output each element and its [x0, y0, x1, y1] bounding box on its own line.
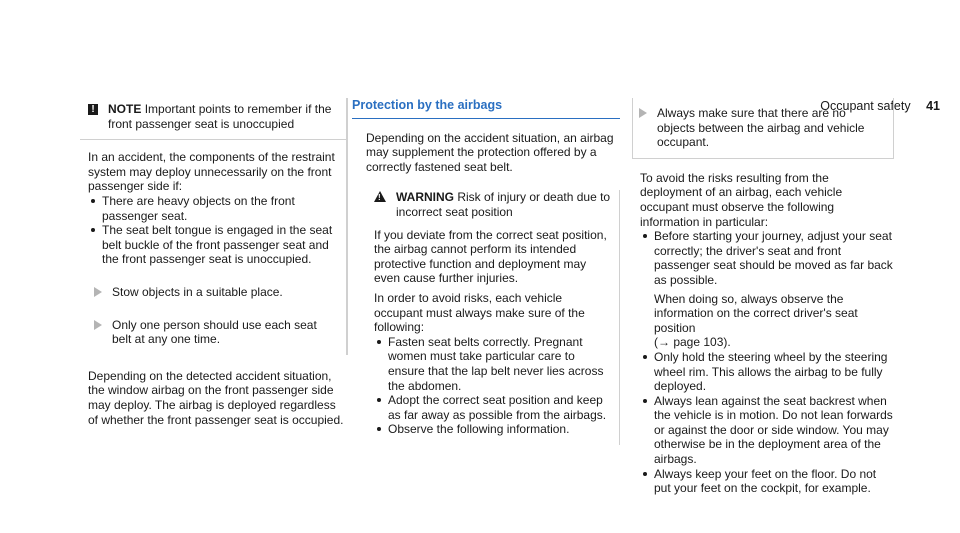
exclamation-icon: ! [88, 104, 98, 115]
list-item: The seat belt tongue is engaged in the seat belt buckle of the front passenger seat and the front passenger seat is unoccupied. [88, 223, 338, 267]
body-paragraph: Depending on the detected accident situation, the window airbag on the front passenger side may deploy. The airbag is deployed regardless of whether the front passenger seat is occupied. [88, 368, 344, 427]
action-text: Only one person should use each seat belt at any one time. [112, 317, 317, 347]
action-item [633, 106, 883, 150]
warning-paragraph: In order to avoid risks, each vehicle occupant must always make sure of the following: [374, 290, 585, 335]
section-intro: Depending on the accident situation, an airbag may supplement the protection offered by a correctly fastened seat belt. [366, 130, 614, 174]
list-item-text: Before starting your journey, adjust your seat correctly; the driver's seat and front passenger seat should be moved as far back as possible. [654, 229, 893, 287]
note-intro: In an accident, the components of the restraint system may deploy unnecessarily on the front passenger side if: [88, 150, 335, 194]
warning-continued-box [632, 98, 894, 159]
note-bullets [88, 194, 338, 267]
arrow-right-icon [94, 320, 102, 330]
action-item [88, 318, 338, 347]
column-right [632, 98, 894, 496]
chapter-title: Occupant safety [820, 99, 911, 113]
column-left [80, 98, 348, 427]
warning-triangle-icon [374, 191, 386, 202]
note-label: NOTE [108, 102, 142, 116]
action-item [88, 285, 338, 300]
list-item [640, 229, 894, 350]
list-item: Adopt the correct seat position and keep as far away as possible from the airbags. [374, 393, 611, 422]
list-item: Always lean against the seat backrest when the vehicle is in motion. Do not lean forwards or against the door or side window. You may otherwise be in the deployment area of the airbags. [640, 394, 894, 467]
note-header [80, 98, 347, 140]
arrow-right-icon [94, 287, 102, 297]
list-item: There are heavy objects on the front passenger seat. [88, 194, 338, 223]
note-body [80, 140, 347, 355]
list-item: Always keep your feet on the floor. Do not put your feet on the cockpit, for example. [640, 467, 894, 496]
list-item: Only hold the steering wheel by the steering wheel rim. This allows the airbag to be fully deployed. [640, 350, 894, 394]
warning-bullets [374, 335, 611, 437]
warning-box [352, 190, 620, 445]
list-item: Fasten seat belts correctly. Pregnant women must take particular care to ensure that the lap belt never lies across the abdomen. [374, 335, 611, 393]
warning-paragraph: If you deviate from the correct seat position, the airbag cannot perform its intended protective function and deployment may even cause further injuries. [374, 227, 607, 286]
note-box [80, 98, 348, 355]
warning-header [360, 190, 611, 219]
column-middle [352, 98, 620, 445]
body-paragraph: To avoid the risks resulting from the deployment of an airbag, each vehicle occupant must observe the following information in particular: [640, 170, 843, 229]
section-title: Protection by the airbags [352, 98, 620, 119]
list-item: Observe the following information. [374, 422, 611, 437]
page-number: 41 [926, 99, 940, 113]
page-reference-link[interactable]: (→ page 103). [654, 335, 731, 350]
arrow-right-icon [639, 108, 647, 118]
warning-heading: Risk of injury or death due to incorrect seat position [396, 190, 611, 219]
list-sub-paragraph: When doing so, always observe the information on the correct driver's seat position [654, 291, 858, 335]
action-text: Always make sure that there are no objects between the airbag and vehicle occupant. [657, 106, 865, 150]
warning-label: WARNING [396, 190, 454, 205]
safety-bullets [640, 229, 894, 496]
action-text: Stow objects in a suitable place. [112, 284, 283, 299]
note-heading: Important points to remember if the front passenger seat is unoccupied [108, 102, 332, 131]
